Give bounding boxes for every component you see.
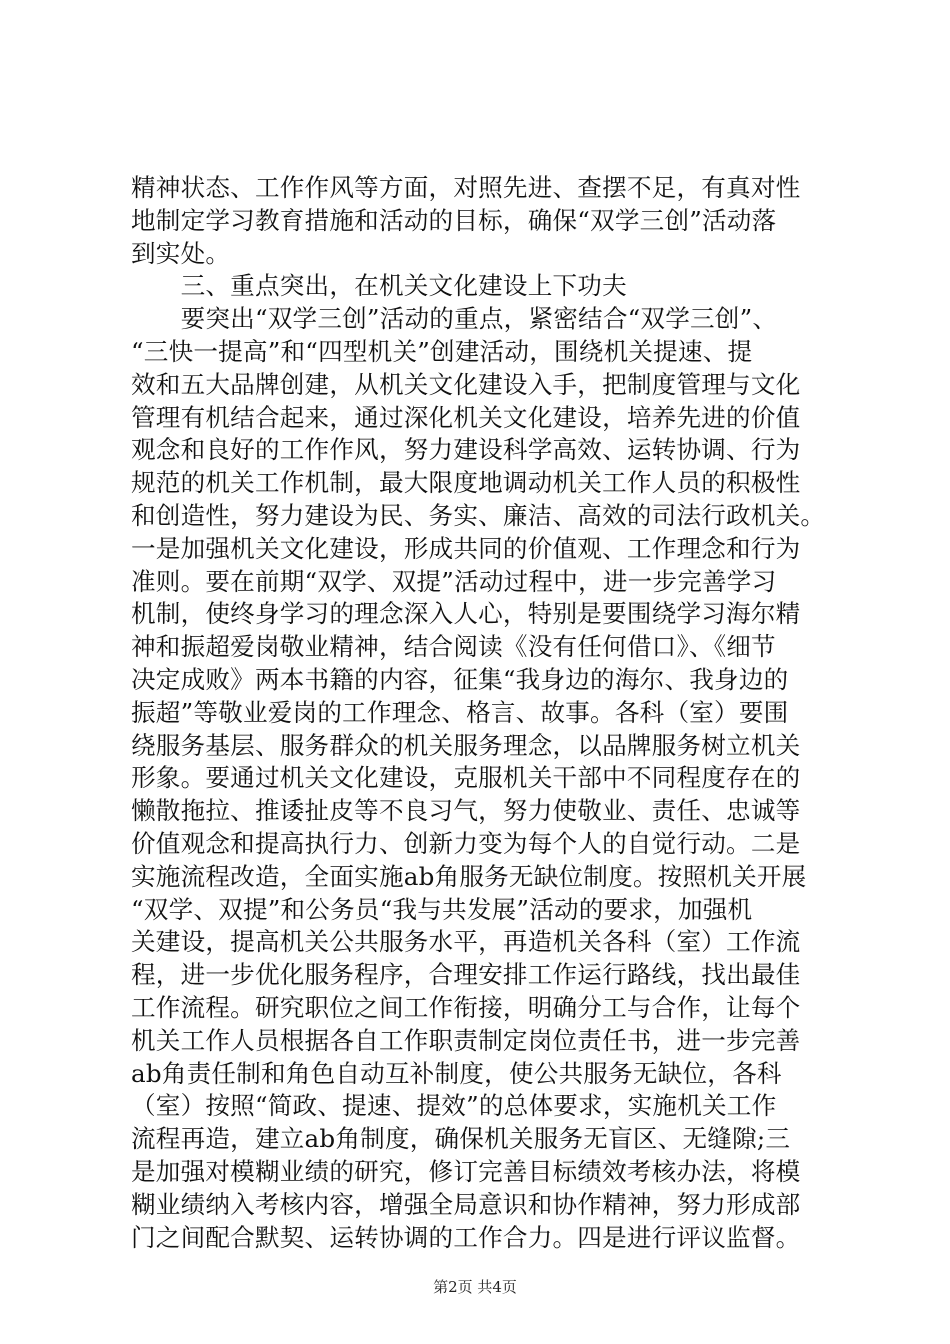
text-line: 绕服务基层、服务群众的机关服务理念，以品牌服务树立机关 <box>131 730 801 760</box>
text-line: 机制，使终身学习的理念深入人心，特别是要围绕学习海尔精 <box>131 599 801 629</box>
text-line: 关建设，提高机关公共服务水平，再造机关各科（室）工作流 <box>131 927 801 957</box>
text-line: 是加强对模糊业绩的研究，修订完善目标绩效考核办法，将模 <box>131 1156 801 1186</box>
text-line: 实施流程改造，全面实施ab角服务无缺位制度。按照机关开展 <box>131 861 807 891</box>
text-line: 程，进一步优化服务程序，合理安排工作运行路线，找出最佳 <box>131 960 801 990</box>
text-line: 和创造性，努力建设为民、务实、廉洁、高效的司法行政机关。 <box>131 500 826 530</box>
text-line: 到实处。 <box>131 238 231 268</box>
text-line: 神和振超爱岗敬业精神，结合阅读《没有任何借口》、《细节 <box>131 632 776 662</box>
text-line: 地制定学习教育措施和活动的目标，确保“双学三创”活动落 <box>131 205 777 235</box>
body-text <box>131 172 831 1254</box>
text-line: 管理有机结合起来，通过深化机关文化建设，培养先进的价值 <box>131 402 801 432</box>
text-line: 机关工作人员根据各自工作职责制定岗位责任书，进一步完善 <box>131 1025 801 1055</box>
text-line: 形象。要通过机关文化建设，克服机关干部中不同程度存在的 <box>131 763 801 793</box>
text-line: （室）按照“简政、提速、提效”的总体要求，实施机关工作 <box>131 1091 777 1121</box>
text-line: 门之间配合默契、运转协调的工作合力。四是进行评议监督。 <box>131 1222 801 1252</box>
section-heading: 三、重点突出，在机关文化建设上下功夫 <box>131 271 627 301</box>
text-line: “双学、双提”和公务员“我与共发展”活动的要求，加强机 <box>131 894 753 924</box>
text-line: 懒散拖拉、推诿扯皮等不良习气，努力使敬业、责任、忠诚等 <box>131 796 801 826</box>
text-line: “三快一提高”和“四型机关”创建活动，围绕机关提速、提 <box>131 336 753 366</box>
text-line: 精神状态、工作作风等方面，对照先进、查摆不足，有真对性 <box>131 173 801 202</box>
text-line: 规范的机关工作机制，最大限度地调动机关工作人员的积极性 <box>131 468 801 498</box>
text-line: 一是加强机关文化建设，形成共同的价值观、工作理念和行为 <box>131 533 801 563</box>
text-line: 振超”等敬业爱岗的工作理念、格言、故事。各科（室）要围 <box>131 697 789 727</box>
text-line: 价值观念和提高执行力、创新力变为每个人的自觉行动。二是 <box>131 828 801 858</box>
text-line: ab角责任制和角色自动互补制度，使公共服务无缺位，各科 <box>131 1058 782 1088</box>
text-line: 准则。要在前期“双学、双提”活动过程中，进一步完善学习 <box>131 566 777 596</box>
text-line: 效和五大品牌创建，从机关文化建设入手，把制度管理与文化 <box>131 369 801 399</box>
text-line: 糊业绩纳入考核内容，增强全局意识和协作精神，努力形成部 <box>131 1189 801 1219</box>
text-line: 观念和良好的工作作风，努力建设科学高效、运转协调、行为 <box>131 435 801 465</box>
text-line: 要突出“双学三创”活动的重点，紧密结合“双学三创”、 <box>131 304 778 334</box>
text-line: 决定成败》两本书籍的内容，征集“我身边的海尔、我身边的 <box>131 664 789 694</box>
page-number-footer: 第2页 共4页 <box>433 1278 517 1296</box>
text-line: 工作流程。研究职位之间工作衔接，明确分工与合作，让每个 <box>131 992 801 1022</box>
text-line: 流程再造，建立ab角制度，确保机关服务无盲区、无缝隙;三 <box>131 1124 791 1154</box>
